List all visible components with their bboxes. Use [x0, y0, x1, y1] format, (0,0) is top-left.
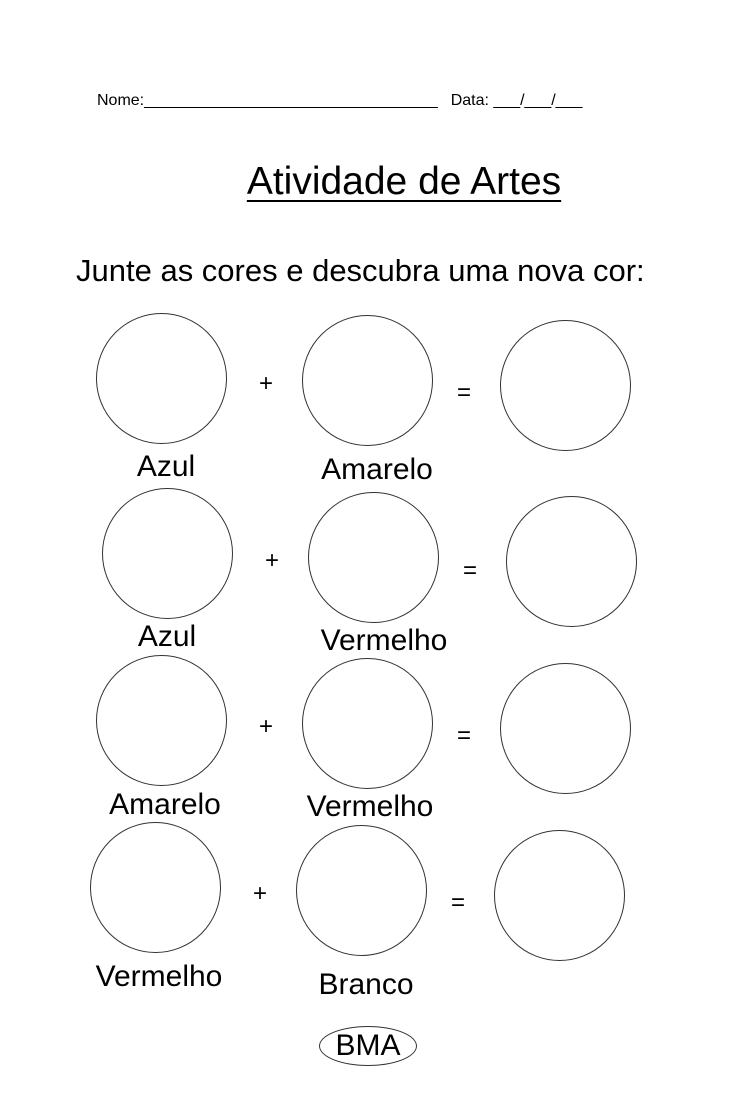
- color-label-a: Amarelo: [109, 788, 221, 821]
- equals-sign: =: [456, 722, 472, 749]
- date-label: Data:: [450, 92, 489, 109]
- page-title: Atividade de Artes: [246, 160, 562, 203]
- result-circle[interactable]: [494, 830, 625, 961]
- name-blank[interactable]: _________________________________: [144, 92, 438, 109]
- color-label-b: Vermelho: [306, 790, 434, 823]
- name-date-line: [97, 92, 582, 110]
- color-circle-a[interactable]: [102, 488, 233, 619]
- color-circle-b[interactable]: [302, 658, 433, 789]
- plus-sign: +: [258, 713, 274, 740]
- plus-sign: +: [264, 547, 280, 574]
- result-circle[interactable]: [506, 496, 637, 627]
- plus-sign: +: [252, 880, 268, 907]
- color-circle-b[interactable]: [302, 315, 433, 446]
- instruction-text: Junte as cores e descubra uma nova cor:: [76, 253, 645, 288]
- color-circle-a[interactable]: [90, 822, 221, 953]
- color-circle-b[interactable]: [308, 492, 439, 623]
- color-circle-b[interactable]: [296, 825, 427, 956]
- color-label-b: Branco: [318, 968, 414, 1001]
- plus-sign: +: [258, 370, 274, 397]
- equals-sign: =: [462, 557, 478, 584]
- bma-logo: BMA: [319, 1026, 417, 1066]
- color-circle-a[interactable]: [96, 313, 227, 444]
- color-label-b: Amarelo: [321, 453, 433, 486]
- color-label-a: Azul: [136, 450, 196, 483]
- color-circle-a[interactable]: [96, 655, 227, 786]
- equals-sign: =: [456, 379, 472, 406]
- name-label: Nome:: [97, 92, 145, 109]
- equals-sign: =: [450, 889, 466, 916]
- color-label-a: Azul: [137, 620, 197, 653]
- color-label-a: Vermelho: [95, 960, 223, 993]
- result-circle[interactable]: [500, 663, 631, 794]
- date-blank[interactable]: ___/___/___: [493, 92, 583, 109]
- result-circle[interactable]: [500, 320, 631, 451]
- color-label-b: Vermelho: [320, 624, 448, 657]
